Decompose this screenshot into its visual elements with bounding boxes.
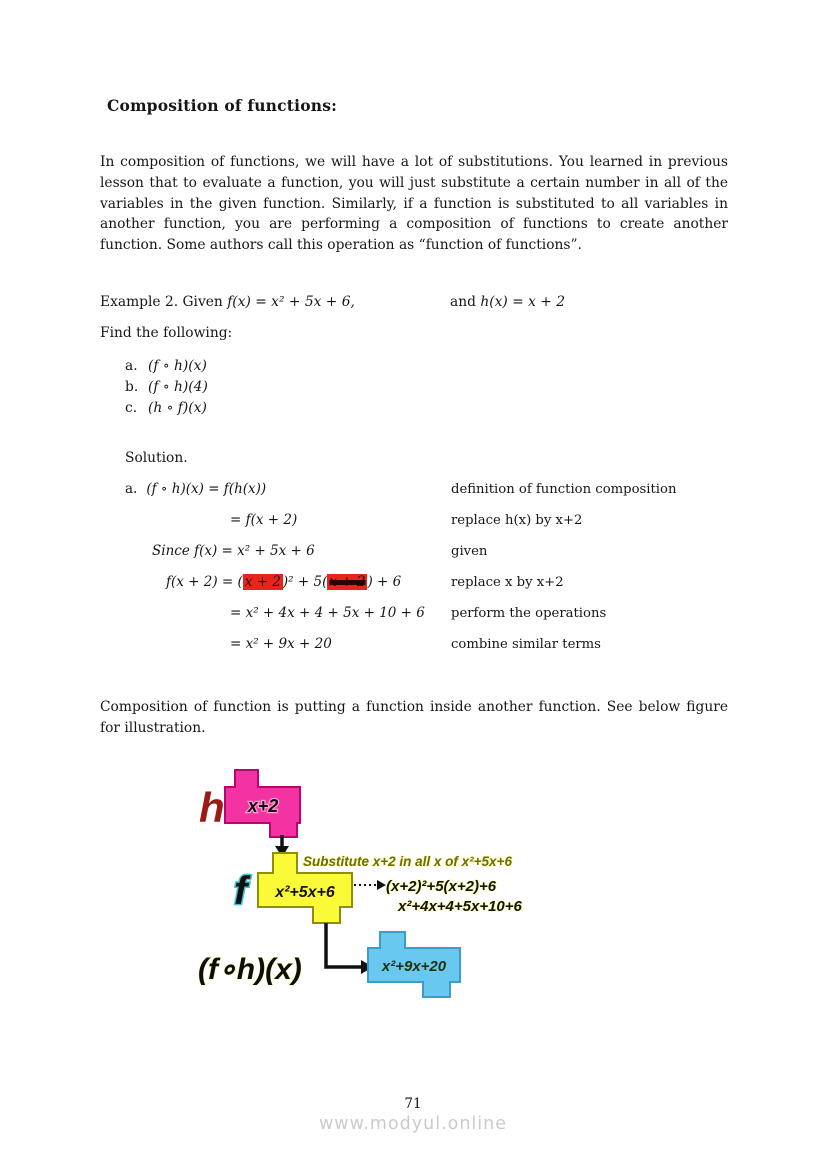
find-items-list (125, 356, 208, 419)
h-piece-text: x+2 (247, 796, 279, 816)
item-label: b. (125, 379, 139, 395)
step-label: a. (125, 481, 138, 497)
find-label: Find the following: (100, 325, 233, 341)
and-text: and (450, 294, 476, 310)
h-letter: h (199, 784, 225, 831)
expansion-step-1: (x+2)²+5(x+2)+6 (386, 878, 497, 895)
highlight-x-plus-2: x + 2 (244, 574, 281, 590)
solution-steps (100, 481, 728, 667)
result-piece-text: x²+9x+20 (381, 958, 447, 975)
solution-row (100, 481, 728, 512)
solution-equation: Since f(x) = x² + 5x + 6 (152, 543, 315, 559)
solution-label: Solution. (125, 450, 188, 466)
example-statement (100, 294, 728, 310)
step-note: combine similar terms (451, 637, 601, 652)
solution-row (100, 512, 728, 543)
item-expression: (f ∘ h)(x) (148, 358, 207, 374)
highlight-x-plus-2-struck: x + 2 (329, 574, 366, 590)
f-definition: f(x) = x² + 5x + 6, (227, 294, 355, 310)
composition-figure (185, 765, 605, 1005)
solution-equation: = f(x + 2) (230, 512, 298, 528)
page-title: Composition of functions: (107, 96, 338, 115)
step-note: definition of function composition (451, 482, 677, 497)
example-given-text: Example 2. Given (100, 294, 223, 310)
dotted-arrow-head (377, 880, 386, 890)
solution-row (100, 605, 728, 636)
expansion-step-2: x²+4x+4+5x+10+6 (398, 898, 522, 915)
h-definition: h(x) = x + 2 (480, 294, 565, 310)
solution-row (100, 574, 728, 605)
list-item (125, 398, 208, 419)
item-label: a. (125, 358, 138, 374)
step-note: given (451, 544, 488, 559)
item-expression: (f ∘ h)(4) (148, 379, 208, 395)
step-note: replace h(x) by x+2 (451, 513, 583, 528)
closing-paragraph: Composition of function is putting a function inside another function. See below figure for illustration. (100, 699, 728, 736)
intro-paragraph: In composition of functions, we will have a lot of substitutions. You learned in previous lesson that to evaluate a function, you will just substitute a certain number in all of the variables in the given function. Similarly, if a function is substituted to all variables in another function, you are performing a composition of functions to create another function. Some authors call this operation as “function of functions”. (100, 154, 728, 254)
substitute-note: Substitute x+2 in all x of x²+5x+6 (303, 854, 512, 869)
step-note: perform the operations (451, 606, 607, 621)
solution-equation: = x² + 9x + 20 (230, 636, 332, 652)
step-note: replace x by x+2 (451, 575, 564, 590)
page-number: 71 (404, 1096, 422, 1112)
solution-equation: a. (f ∘ h)(x) = f(h(x)) (125, 481, 267, 497)
list-item (125, 377, 208, 398)
solution-row (100, 636, 728, 667)
h-definition-group (450, 294, 565, 310)
f-piece-text: x²+5x+6 (275, 884, 335, 901)
watermark: www.modyul.online (318, 1114, 507, 1134)
item-label: c. (125, 400, 138, 416)
f-letter: f (234, 869, 248, 913)
solution-row (100, 543, 728, 574)
solution-equation: = x² + 4x + 4 + 5x + 10 + 6 (230, 605, 425, 621)
foh-label: (f∘h)(x) (198, 953, 302, 986)
item-expression: (h ∘ f)(x) (148, 400, 207, 416)
elbow-connector (326, 923, 362, 967)
solution-equation-highlighted: f(x + 2) = ( x + 2 )² + 5( x + 2 ) + 6 (166, 574, 402, 590)
list-item (125, 356, 208, 377)
